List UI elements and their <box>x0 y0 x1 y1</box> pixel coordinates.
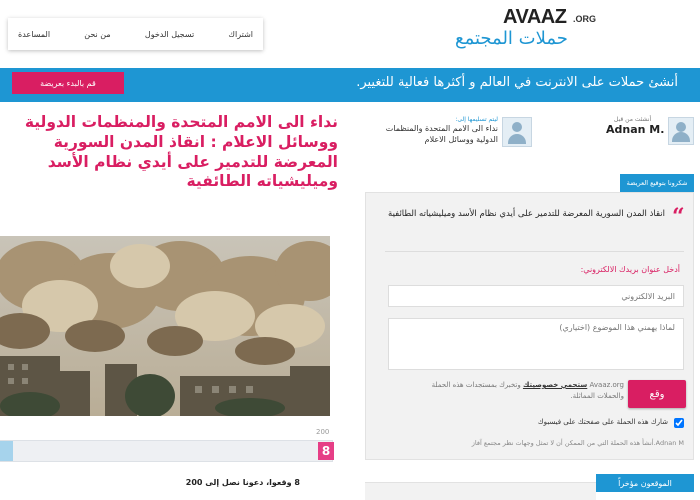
quote-icon: “ <box>672 204 685 230</box>
privacy-notice <box>410 380 624 401</box>
recipient-text: نداء الى الامم المتحدة والمنظمات الدولية ووسائل الاعلام <box>385 124 498 144</box>
progress-count: 8 <box>318 442 334 460</box>
facebook-share-checkbox[interactable] <box>674 418 684 428</box>
author-avatar <box>668 117 694 145</box>
author-name[interactable]: Adnan M. <box>606 123 665 136</box>
facebook-share-label[interactable]: شارك هذه الحملة على صفحتك على فيسبوك <box>537 418 668 426</box>
avatar-body <box>672 132 690 142</box>
progress-track <box>0 440 333 462</box>
site-logo[interactable] <box>455 6 605 62</box>
form-divider <box>385 251 684 252</box>
nav-help-link[interactable]: المساعدة <box>18 29 51 39</box>
petition-disclaimer: Adnan M.أنشأ هذه الحملة التي من الممكن أن لا تمثل وجهات نظر مجتمع آفاز <box>471 439 684 447</box>
start-petition-button[interactable]: قم بالبدء بعريضة <box>12 72 124 94</box>
nav-about-link[interactable]: من نحن <box>84 29 111 39</box>
email-input[interactable] <box>388 285 684 307</box>
petition-photo-image <box>0 236 330 416</box>
form-petition-summary: انقاذ المدن السورية المعرضة للتدمير على أيدي نظام الأسد وميليشياته الطائفية <box>388 209 665 219</box>
progress-goal: 200 <box>316 428 330 436</box>
privacy-link[interactable]: ستحمي خصوصيتك <box>522 381 588 389</box>
recent-signers-tab: الموقعون مؤخراً <box>596 474 694 492</box>
privacy-suffix: وتخبرك بمستجدات هذه الحملة والحملات المماثلة. <box>431 381 624 400</box>
hero-banner <box>0 68 700 102</box>
avatar-head <box>676 122 686 132</box>
recipient-label: ليتم تسليمها إلى: <box>455 116 498 123</box>
started-by-label: أنشئت من قبل <box>614 116 652 123</box>
logo-suffix: .ORG <box>573 14 597 24</box>
petition-title: نداء الى الامم المتحدة والمنظمات الدولية ووسائل الاعلام : انقاذ المدن السورية المعرضة للتدمير على أيدي نظام الأسد وميليشياته الطائفية <box>24 113 338 191</box>
petition-photo <box>0 236 330 416</box>
avatar-body <box>508 134 526 144</box>
progress-status-text: 8 وقعوا، دعونا نصل إلى 200 <box>185 478 300 487</box>
recipient-avatar <box>502 117 532 147</box>
logo-wordmark: AVAAZ <box>503 6 567 28</box>
banner-text: أنشئ حملات على الانترنت في العالم و أكثرها فعالية للتغيير. <box>356 75 678 90</box>
nav-signup-link[interactable]: اشتراك <box>228 29 253 39</box>
sign-button[interactable]: وقع <box>628 380 686 408</box>
privacy-org: Avaaz.org <box>589 381 624 389</box>
nav-login-link[interactable]: تسجيل الدخول <box>144 29 195 39</box>
email-prompt: أدخل عنوان بريدك الالكتروني: <box>580 265 680 274</box>
top-nav <box>8 18 263 50</box>
logo-tagline: حملات المجتمع <box>455 28 568 49</box>
avatar-head <box>512 122 522 132</box>
recent-signers-strip <box>365 482 596 500</box>
progress-fill <box>0 441 13 461</box>
reason-textarea[interactable] <box>388 318 684 370</box>
sign-form-tab: شكرونا بتوقيع العريضة <box>620 174 694 192</box>
